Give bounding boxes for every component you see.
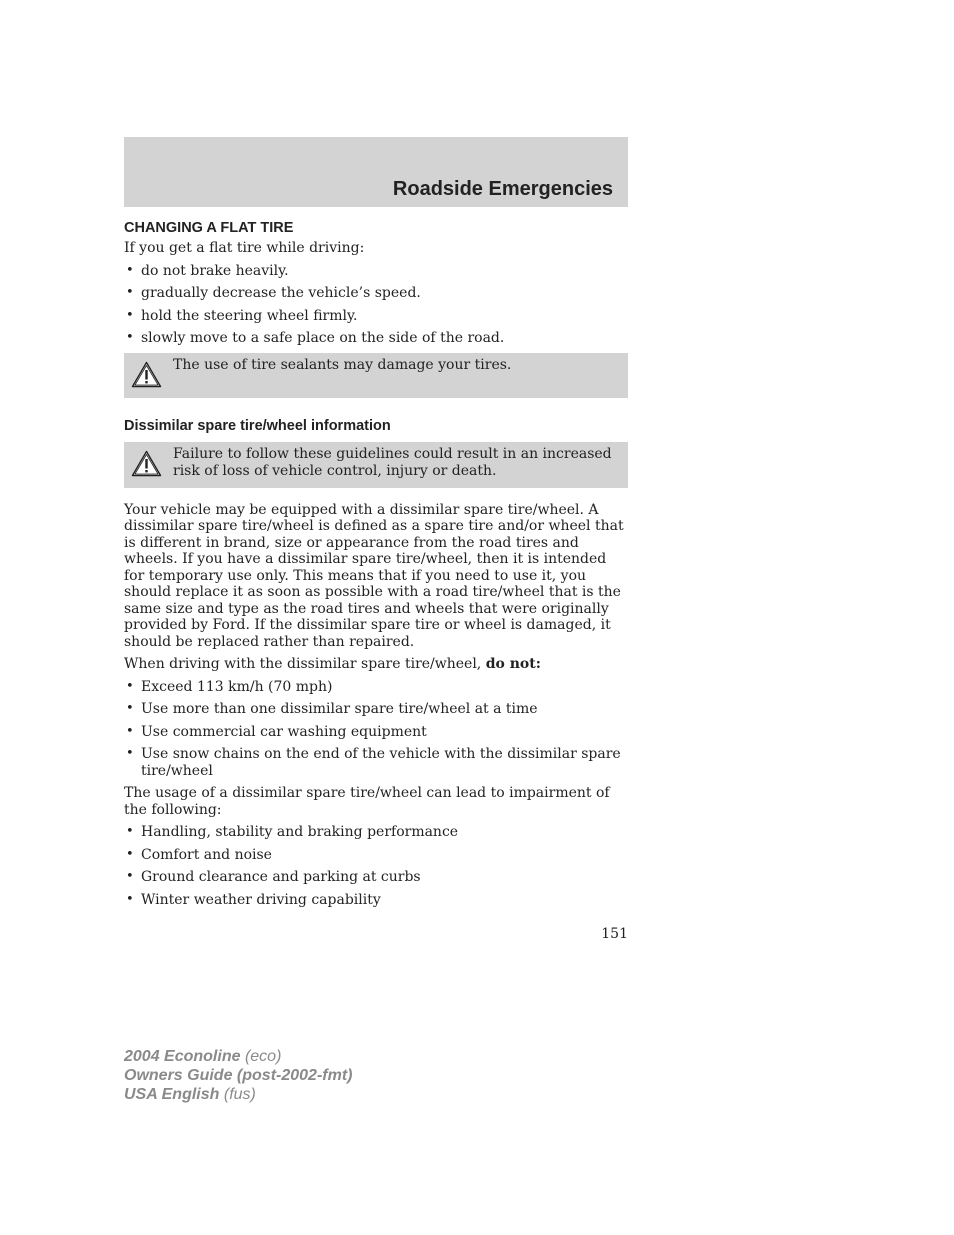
warning-triangle-icon [131, 361, 162, 388]
bullet-text: gradually decrease the vehicle’s speed. [141, 285, 421, 301]
bullet-dot: • [126, 285, 134, 300]
section-heading: CHANGING A FLAT TIRE [124, 220, 294, 236]
footer-model-code: (eco) [244, 1048, 282, 1065]
bullet-text: do not brake heavily. [141, 262, 289, 279]
list-item [124, 869, 628, 886]
bullet-dot: • [126, 307, 134, 323]
bullet-text: Use commercial car washing equipment [141, 723, 427, 740]
page-content [124, 220, 628, 914]
bullet-text: Handling, stability and braking performance [141, 824, 459, 840]
warning-text: The use of tire sealants may damage your tires. [173, 356, 512, 373]
bullet-text: hold the steering wheel firmly. [141, 307, 358, 324]
list-item [124, 263, 628, 280]
list-item [124, 308, 628, 325]
list-item [124, 330, 628, 347]
bullet-dot: • [126, 846, 134, 862]
bullet-dot: • [126, 330, 134, 345]
list-item [124, 724, 628, 741]
warning-triangle-icon [131, 450, 162, 477]
bullet-text: Comfort and noise [141, 846, 272, 863]
bullet-text: Winter weather driving capability [141, 891, 381, 908]
list-item [124, 679, 628, 696]
list-item [124, 746, 628, 779]
page-title: Roadside Emergencies [392, 178, 613, 200]
warning-text: Failure to follow these guidelines could result in an increased risk of loss of vehicle control, injury or death. [173, 445, 612, 479]
footer-line-model [124, 1047, 352, 1066]
bullet-dot: • [126, 869, 134, 884]
list-item [124, 701, 628, 718]
subsection-heading: Dissimilar spare tire/wheel information [124, 417, 391, 434]
bullet-text: Use more than one dissimilar spare tire/wheel at a time [141, 701, 538, 717]
list-item [124, 824, 628, 841]
bullet-text: Ground clearance and parking at curbs [141, 869, 421, 885]
bullet-dot: • [126, 723, 134, 739]
do-not-bullet-list [124, 679, 628, 780]
bullet-text: Exceed 113 km/h (70 mph) [141, 678, 333, 695]
bullet-dot: • [126, 262, 134, 278]
footer-guide: Owners Guide (post-2002-fmt) [124, 1067, 353, 1084]
warning-box-sealant [124, 353, 628, 398]
bullet-text: Use snow chains on the end of the vehicle with the dissimilar spare tire/wheel [141, 746, 621, 779]
bullet-dot: • [126, 746, 134, 761]
footer-line-language [124, 1085, 352, 1104]
warning-box-failure [124, 442, 628, 488]
footer-language-code: (fus) [223, 1086, 256, 1103]
list-item [124, 892, 628, 909]
impairment-intro: The usage of a dissimilar spare tire/wheel can lead to impairment of the following: [124, 785, 610, 818]
bullet-text: slowly move to a safe place on the side of the road. [141, 330, 505, 346]
footer-language: USA English [124, 1086, 220, 1103]
driving-intro-text: When driving with the dissimilar spare tire/wheel, [124, 656, 482, 672]
impairment-bullet-list [124, 824, 628, 908]
flat-tire-bullet-list [124, 263, 628, 347]
bullet-dot: • [126, 701, 134, 716]
bullet-dot: • [126, 824, 134, 839]
list-item [124, 847, 628, 864]
driving-intro [124, 656, 628, 673]
dissimilar-spare-paragraph: Your vehicle may be equipped with a dissimilar spare tire/wheel. A dissimilar spare tire/wheel is defined as a spare tire and/or wheel that is different in brand, size or appearance from the road tires and wheels. If you have a dissimilar spare tire/wheel, then it is intended for temporary use only. This means that if you need to use it, you should replace it as soon as possible with a road tire/wheel that is the same size and type as the road tires and wheels that were originally provided by Ford. If the dissimilar spare tire or wheel is damaged, it should be replaced rather than repaired. [124, 501, 624, 650]
header-band [124, 137, 628, 207]
driving-intro-emphasis: do not: [485, 656, 541, 672]
footer-model: 2004 Econoline [124, 1048, 241, 1065]
bullet-dot: • [126, 678, 134, 694]
section-intro: If you get a flat tire while driving: [124, 240, 365, 256]
page-number: 151 [601, 926, 628, 942]
list-item [124, 285, 628, 302]
document-footer [124, 1047, 352, 1104]
bullet-dot: • [126, 891, 134, 907]
